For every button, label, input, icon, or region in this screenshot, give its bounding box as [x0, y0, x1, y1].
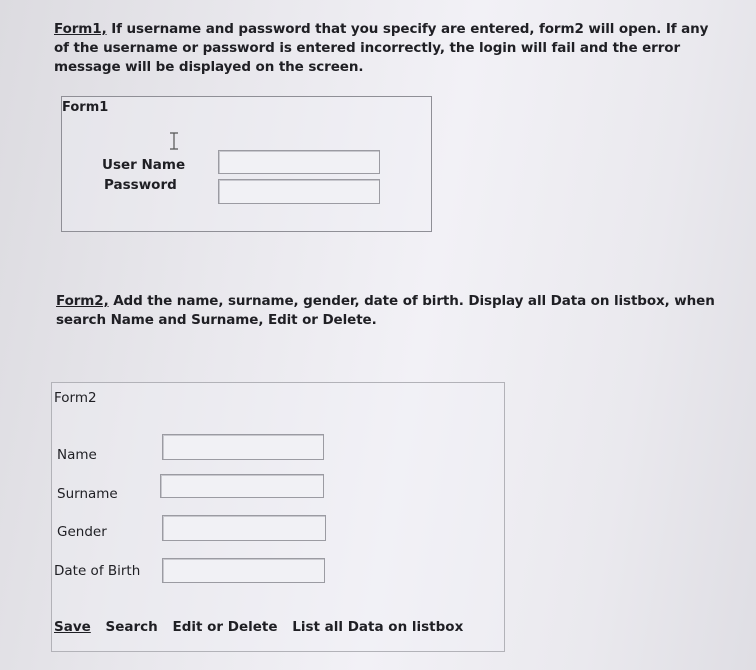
username-input[interactable]	[218, 150, 380, 174]
name-input[interactable]	[162, 434, 324, 460]
search-button[interactable]: Search	[105, 619, 158, 635]
form2-description	[56, 292, 722, 330]
form2-title: Form2	[54, 390, 97, 406]
password-input[interactable]	[218, 179, 380, 204]
edit-or-delete-button[interactable]: Edit or Delete	[172, 619, 278, 635]
text-cursor-icon	[168, 132, 180, 150]
form1-title: Form1	[62, 100, 109, 115]
form2-actions	[54, 619, 473, 635]
surname-input[interactable]	[160, 474, 324, 498]
form1-description-lead: Form1,	[54, 21, 107, 37]
date-of-birth-input[interactable]	[162, 558, 325, 583]
form2-window	[51, 382, 505, 652]
form2-description-text: Add the name, surname, gender, date of birth. Display all Data on listbox, when search Name and Surname, Edit or Delete.	[56, 293, 715, 328]
surname-label: Surname	[57, 486, 118, 502]
save-button[interactable]: Save	[54, 619, 91, 635]
form1-window	[61, 96, 432, 232]
gender-input[interactable]	[162, 515, 326, 541]
gender-label: Gender	[57, 524, 107, 540]
list-all-data-button[interactable]: List all Data on listbox	[292, 619, 464, 635]
form2-description-lead: Form2,	[56, 293, 109, 309]
form1-description	[54, 20, 714, 77]
username-label: User Name	[102, 157, 186, 173]
password-label: Password	[104, 177, 177, 193]
name-label: Name	[57, 447, 97, 463]
form1-description-text: If username and password that you specify are entered, form2 will open. If any of the username or password is entered incorrectly, the login will fail and the error message will be displayed on the screen.	[54, 21, 709, 75]
date-of-birth-label: Date of Birth	[54, 563, 141, 579]
